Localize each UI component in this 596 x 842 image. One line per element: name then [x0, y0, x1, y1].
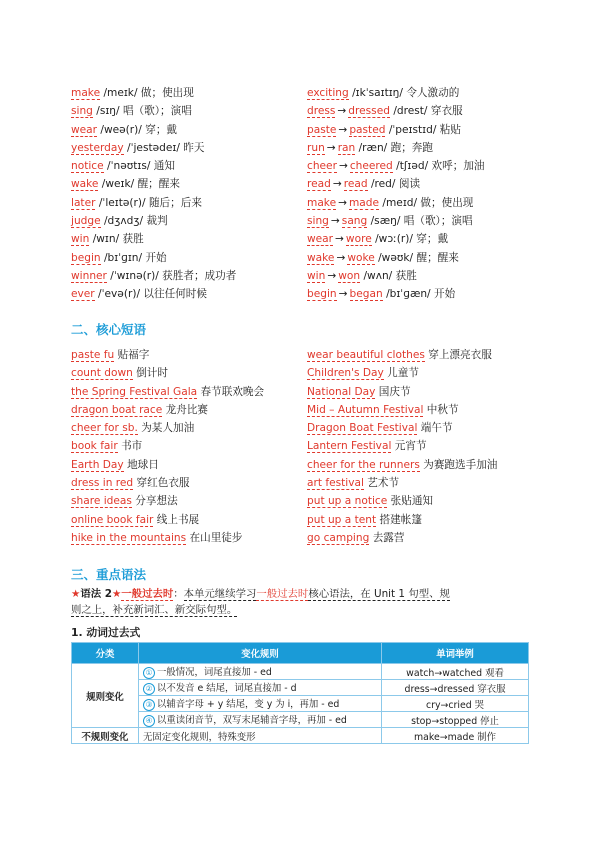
phrase-item: [71, 456, 301, 474]
vocab-past-form: won: [338, 269, 361, 282]
regular-label: 规则变化: [72, 664, 139, 728]
phrase-en: Children's Day: [307, 367, 384, 380]
phrase-en: paste fu: [71, 349, 115, 361]
example-cell: stop→stopped 停止: [382, 712, 529, 728]
phrase-zh: 分享想法: [131, 495, 178, 508]
table-header-category: 分类: [72, 643, 139, 664]
vocab-item: [307, 102, 537, 120]
vocab-item: [71, 139, 311, 157]
phrase-en: put up a tent: [307, 513, 377, 526]
phrase-zh: 元宵节: [391, 440, 427, 453]
vocab-past-form: wore: [345, 233, 372, 246]
vocab-word: ever: [71, 288, 95, 301]
vocab-item: [307, 121, 537, 139]
rule-cell: [139, 664, 382, 680]
grammar-highlight: 一般过去时: [256, 588, 309, 600]
grammar-note: [71, 586, 531, 618]
vocab-list-left: [71, 84, 311, 304]
example-cell: make→made 制作: [382, 728, 529, 744]
number-badge: ②: [143, 683, 155, 695]
phrase-item: [71, 437, 301, 455]
phrase-en: hike in the mountains: [71, 531, 187, 544]
table-header-example: 单词举例: [382, 643, 529, 664]
phrase-item: [307, 346, 537, 364]
phrase-en: online book fair: [71, 513, 154, 526]
grammar-label: 语法 2: [80, 588, 112, 600]
phrase-zh: 艺术节: [363, 477, 400, 490]
table-header-rule: 变化规则: [139, 643, 382, 664]
vocab-definition: /sɪŋ/ 唱（歌）；演唱: [92, 105, 192, 118]
vocab-item: [307, 139, 537, 157]
vocab-word: run: [307, 141, 325, 154]
vocab-past-form: began: [349, 288, 383, 301]
vocab-definition: /meɪd/ 做；使出现: [379, 196, 474, 209]
vocab-item: [71, 267, 311, 285]
phrase-item: [71, 419, 301, 437]
phrase-en: cheer for sb.: [71, 422, 138, 435]
rule-text: 以不发音 e 结尾，词尾直接加 - d: [157, 683, 297, 694]
phrase-item: [307, 383, 537, 401]
vocab-definition: /red/ 阅读: [367, 178, 421, 191]
rule-text: 以重读闭音节，双写末尾辅音字母，再加 - ed: [157, 715, 347, 726]
phrase-item: [71, 346, 301, 364]
vocab-word: make: [71, 87, 101, 99]
vocab-definition: /dʒʌdʒ/ 裁判: [100, 215, 168, 228]
vocab-definition: /ˈwɪnə(r)/ 获胜者；成功者: [106, 269, 237, 282]
vocab-item: [71, 194, 311, 212]
vocab-item: [307, 84, 537, 102]
phrase-zh: 穿红色衣服: [133, 477, 190, 490]
phrase-zh: 为某人加油: [137, 422, 195, 435]
vocab-word: yesterday: [71, 141, 124, 154]
vocab-definition: /drest/ 穿衣服: [389, 105, 463, 118]
vocab-word: later: [71, 196, 96, 209]
section-title-grammar: 三、重点语法: [71, 567, 147, 582]
vocab-item: [307, 157, 537, 175]
phrase-item: [307, 529, 537, 547]
vocab-past-form: ran: [337, 141, 356, 154]
vocab-word: sing: [307, 215, 329, 228]
table-row: [72, 664, 529, 680]
arrow-icon: →: [338, 196, 347, 209]
phrase-zh: 国庆节: [375, 385, 411, 398]
vocab-item: [71, 157, 311, 175]
table-header-row: [72, 643, 529, 664]
phrase-zh: 贴福字: [114, 349, 150, 361]
vocab-definition: /weə(r)/ 穿；戴: [97, 123, 178, 136]
arrow-icon: →: [332, 178, 342, 191]
vocab-definition: /tʃɪəd/ 欢呼；加油: [392, 160, 485, 173]
phrase-zh: 在山里徒步: [186, 531, 243, 544]
phrase-item: [307, 511, 537, 529]
vocab-item: [71, 230, 311, 248]
phrase-zh: 春节联欢晚会: [197, 385, 265, 398]
arrow-icon: →: [326, 141, 336, 154]
phrase-en: cheer for the runners: [307, 458, 420, 471]
rule-cell: 无固定变化规则，特殊变形: [139, 728, 382, 744]
vocab-word: cheer: [307, 160, 337, 173]
example-cell: dress→dressed 穿衣服: [382, 680, 529, 696]
vocab-definition: /ˈjestədeɪ/ 昨天: [123, 141, 205, 154]
phrase-en: dragon boat race: [71, 403, 163, 416]
number-badge: ④: [143, 715, 155, 727]
phrase-zh: 张贴通知: [387, 495, 434, 508]
phrase-en: dress in red: [71, 477, 134, 490]
vocab-past-form: sang: [341, 215, 368, 228]
phrase-zh: 倒计时: [132, 367, 168, 380]
arrow-icon: →: [330, 215, 340, 228]
phrase-en: National Day: [307, 385, 376, 398]
star-icon: ★: [111, 588, 122, 600]
phrase-zh: 线上书展: [153, 513, 200, 526]
phrase-zh: 书市: [117, 440, 143, 453]
vocab-definition: /sæŋ/ 唱（歌）；演唱: [367, 215, 473, 228]
phrase-en: go camping: [307, 531, 370, 544]
phrase-en: book fair: [71, 440, 118, 453]
vocab-word: wear: [71, 123, 98, 136]
arrow-icon: →: [338, 288, 348, 301]
subsection-title: 1. 动词过去式: [71, 626, 141, 639]
phrase-item: [307, 401, 537, 419]
phrase-en: Lantern Festival: [307, 440, 392, 453]
vocab-definition: /ˈpeɪstɪd/ 粘贴: [385, 123, 461, 136]
vocab-past-form: cheered: [349, 160, 393, 173]
phrase-zh: 龙舟比赛: [162, 403, 209, 416]
vocab-definition: /ræn/ 跑；奔跑: [355, 141, 433, 154]
example-cell: cry→cried 哭: [382, 696, 529, 712]
arrow-icon: →: [336, 251, 346, 264]
vocab-word: win: [71, 233, 90, 246]
vocab-word: wake: [71, 178, 99, 191]
vocab-word: dress: [307, 105, 336, 118]
vocab-item: [307, 175, 537, 193]
vocab-word: paste: [307, 123, 337, 136]
section-title-phrases: 二、核心短语: [71, 322, 147, 337]
phrase-en: put up a notice: [307, 495, 388, 508]
phrase-zh: 地球日: [123, 458, 159, 471]
vocab-word: winner: [71, 269, 107, 282]
grammar-table: [71, 642, 529, 744]
phrase-item: [71, 401, 301, 419]
phrase-list-left: [71, 346, 301, 547]
phrase-item: [71, 364, 301, 382]
number-badge: ③: [143, 699, 155, 711]
phrase-en: Mid – Autumn Festival: [307, 403, 424, 416]
vocab-item: [307, 285, 537, 303]
vocab-past-form: made: [348, 196, 380, 209]
vocab-definition: /weɪk/ 醒；醒来: [98, 178, 180, 191]
vocab-item: [71, 121, 311, 139]
phrase-item: [71, 383, 301, 401]
grammar-text-1: 本单元继续学习: [183, 588, 257, 600]
rule-cell: [139, 712, 382, 728]
vocab-definition: /wʌn/ 获胜: [360, 269, 417, 282]
vocab-definition: /bɪˈɡæn/ 开始: [382, 288, 456, 301]
rule-cell: [139, 680, 382, 696]
vocab-item: [307, 212, 537, 230]
phrase-item: [307, 419, 537, 437]
vocab-past-form: woke: [347, 251, 375, 264]
vocab-definition: /meɪk/ 做；使出现: [100, 87, 194, 99]
vocab-definition: /wɔː(r)/ 穿；戴: [371, 233, 449, 246]
number-badge: ①: [143, 667, 155, 679]
vocab-word: sing: [71, 105, 93, 118]
phrase-en: Dragon Boat Festival: [307, 422, 418, 435]
rule-text: 以辅音字母 + y 结尾，变 y 为 i，再加 - ed: [157, 699, 340, 710]
arrow-icon: →: [338, 123, 348, 136]
phrase-item: [71, 511, 301, 529]
table-row: [72, 712, 529, 728]
vocab-word: judge: [71, 215, 101, 228]
phrase-item: [307, 492, 537, 510]
vocab-definition: /ˈnəʊtɪs/ 通知: [103, 160, 175, 173]
phrase-en: art festival: [307, 477, 364, 490]
phrase-zh: 儿童节: [383, 367, 419, 380]
arrow-icon: →: [327, 269, 337, 282]
vocab-definition: /ˈevə(r)/ 以往任何时候: [94, 288, 207, 301]
vocab-word: make: [307, 196, 337, 209]
table-row: [72, 680, 529, 696]
grammar-text-3: 则之上，补充新词汇、新交际句型。: [71, 604, 238, 616]
vocab-word: notice: [71, 160, 104, 173]
vocab-item: [307, 194, 537, 212]
grammar-text-2: 核心语法，在 Unit 1 句型、规: [308, 588, 450, 600]
vocab-item: [71, 249, 311, 267]
vocab-word: wake: [307, 251, 335, 264]
grammar-name: 一般过去时: [121, 588, 174, 600]
arrow-icon: →: [337, 105, 347, 118]
phrase-item: [307, 364, 537, 382]
phrase-en: count down: [71, 367, 133, 380]
phrase-zh: 穿上漂亮衣服: [424, 349, 492, 361]
phrase-en: wear beautiful clothes: [307, 349, 425, 361]
rule-text: 一般情况，词尾直接加 - ed: [157, 667, 272, 678]
vocab-item: [71, 285, 311, 303]
vocab-definition: /wəʊk/ 醒；醒来: [374, 251, 459, 264]
vocab-past-form: dressed: [348, 105, 390, 118]
vocab-item: [71, 212, 311, 230]
vocab-word: win: [307, 269, 326, 282]
table-row: [72, 696, 529, 712]
arrow-icon: →: [335, 233, 344, 246]
vocab-word: read: [307, 178, 331, 191]
vocab-list-right: [307, 84, 537, 304]
vocab-past-form: read: [343, 178, 368, 191]
vocab-definition: /bɪˈɡɪn/ 开始: [100, 251, 167, 264]
vocab-item: [307, 267, 537, 285]
phrase-en: the Spring Festival Gala: [71, 385, 198, 398]
phrase-en: share ideas: [71, 495, 132, 508]
phrase-item: [307, 456, 537, 474]
vocab-word: exciting: [307, 87, 349, 99]
phrase-zh: 为赛跑选手加油: [419, 458, 498, 471]
vocab-word: begin: [307, 288, 337, 301]
vocab-word: begin: [71, 251, 101, 264]
vocab-definition: /ɪkˈsaɪtɪŋ/ 令人激动的: [348, 87, 460, 99]
phrase-zh: 搭建帐篷: [376, 513, 422, 526]
vocab-item: [307, 230, 537, 248]
phrase-item: [71, 529, 301, 547]
phrase-zh: 端午节: [417, 422, 453, 435]
phrase-zh: 中秋节: [423, 403, 459, 416]
star-icon: ★: [71, 588, 81, 600]
phrase-list-right: [307, 346, 537, 547]
phrase-item: [71, 474, 301, 492]
table-row: [72, 728, 529, 744]
vocab-item: [71, 102, 311, 120]
vocab-definition: /wɪn/ 获胜: [89, 233, 144, 246]
grammar-colon: ：: [173, 588, 184, 600]
vocab-past-form: pasted: [349, 123, 386, 136]
phrase-item: [307, 437, 537, 455]
vocab-item: [71, 175, 311, 193]
phrase-en: Earth Day: [71, 458, 124, 471]
phrase-item: [307, 474, 537, 492]
vocab-word: wear: [307, 233, 334, 246]
rule-cell: [139, 696, 382, 712]
arrow-icon: →: [338, 160, 348, 173]
example-cell: watch→watched 观看: [382, 664, 529, 680]
phrase-zh: 去露营: [369, 531, 405, 544]
irregular-label: 不规则变化: [72, 728, 139, 744]
vocab-item: [71, 84, 311, 102]
vocab-definition: /ˈleɪtə(r)/ 随后；后来: [95, 196, 202, 209]
phrase-item: [71, 492, 301, 510]
vocab-item: [307, 249, 537, 267]
